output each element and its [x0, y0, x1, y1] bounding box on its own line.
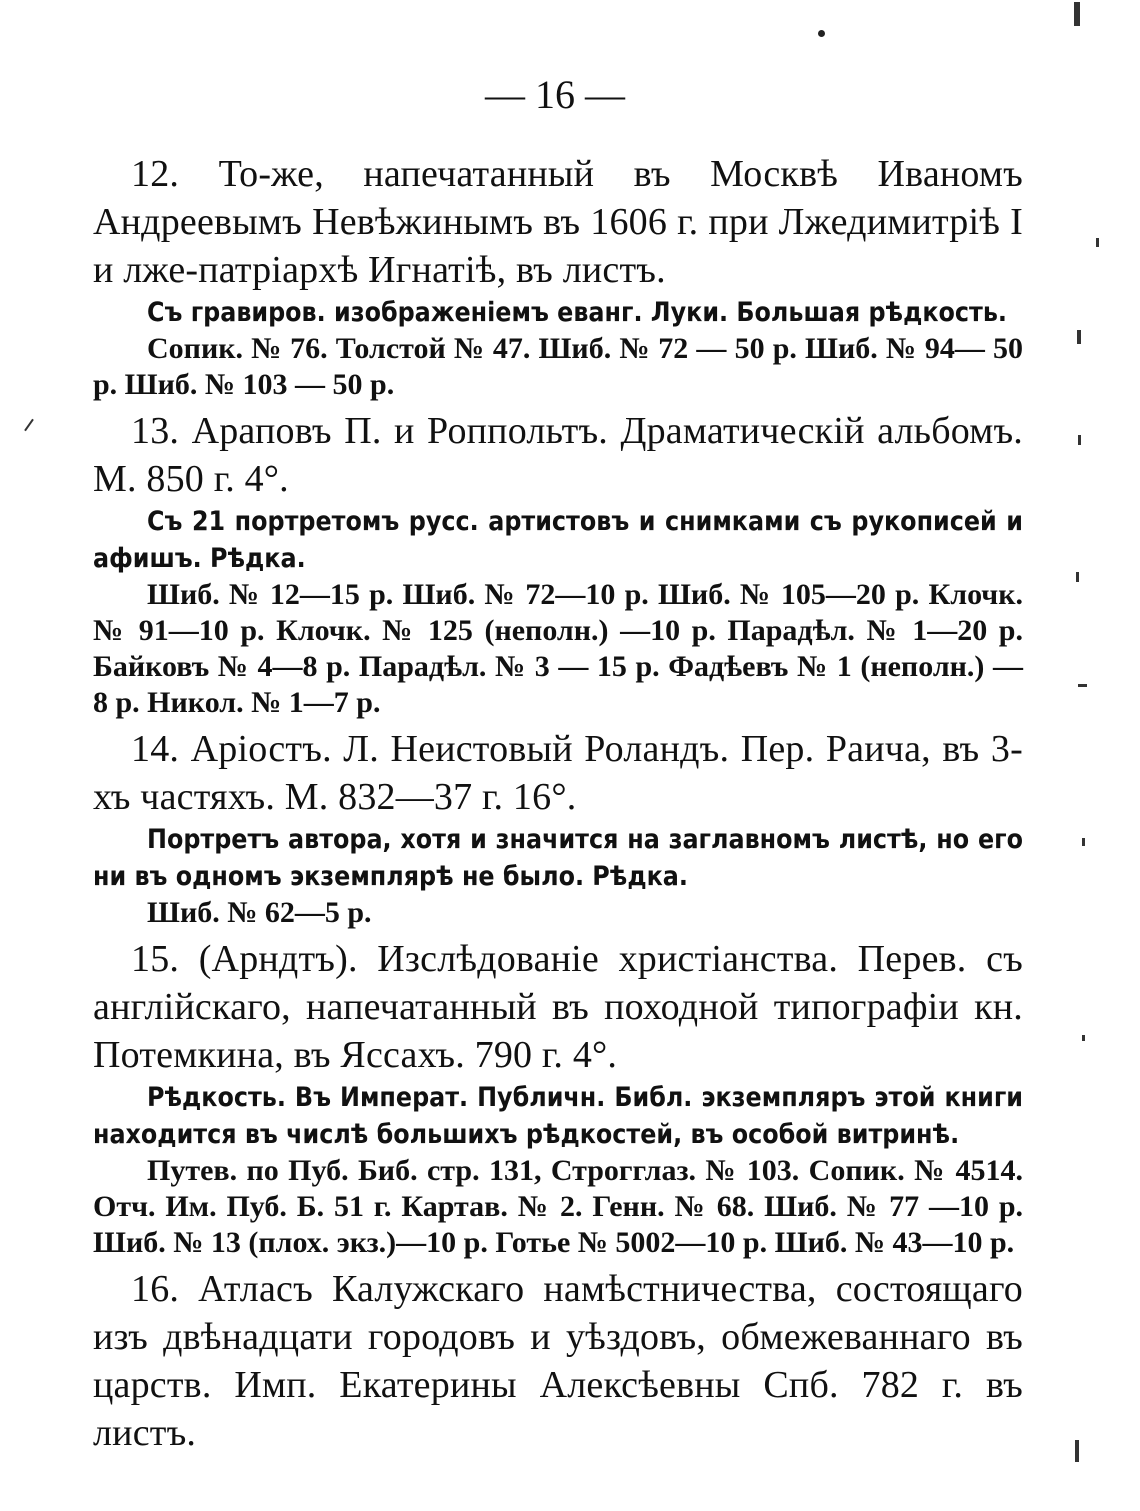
catalog-entry-14 [93, 725, 1023, 931]
entry-note: Рѣдкость. Въ Императ. Публичн. Библ. экземпляръ этой книги находится въ числѣ большихъ рѣдкостей, въ особой витринѣ. [93, 1082, 1023, 1150]
entry-title: 12. То-же, напечатанный въ Москвѣ Иваномъ Андреевымъ Невѣжинымъ въ 1606 г. при Лжедимитріѣ I и лже-патріархѣ Игнатіѣ, въ листъ. [93, 153, 1023, 291]
catalog-entry-15 [93, 935, 1023, 1261]
scan-mark [1078, 435, 1081, 445]
scan-mark [1082, 838, 1085, 846]
entry-note: Съ 21 портретомъ русс. артистовъ и снимками съ рукописей и афишъ. Рѣдка. [93, 506, 1023, 574]
catalog-entry-12 [93, 150, 1023, 403]
entry-references: Путев. по Пуб. Биб. стр. 131, Строгглаз. № 103. Сопик. № 4514. Отч. Им. Пуб. Б. 51 г. Картав. № 2. Генн. № 68. Шиб. № 77 —10 р. Шиб. № 13 (плох. экз.)—10 р. Готье № 5002—10 р. Шиб. № 43—10 р. [93, 1154, 1023, 1259]
catalog-entry-16 [93, 1265, 1023, 1457]
entry-title: 16. Атласъ Калужскаго намѣстничества, состоящаго изъ двѣнадцати городовъ и уѣздовъ, обмежеваннаго въ царств. Имп. Екатерины Алексѣевны Спб. 782 г. въ листъ. [93, 1268, 1023, 1454]
scan-mark [1082, 1035, 1085, 1041]
entry-title: 15. (Арндтъ). Изслѣдованіе христіанства. Перев. съ англійскаго, напечатанный въ походной типографіи кн. Потемкина, въ Яссахъ. 790 г. 4°. [93, 938, 1023, 1076]
catalog-entry-13 [93, 407, 1023, 721]
scan-mark [1096, 238, 1099, 247]
scan-mark [1077, 330, 1081, 344]
entry-note: Съ гравиров. изображеніемъ еванг. Луки. Большая рѣдкость. [147, 297, 1007, 328]
entry-title: 14. Аріостъ. Л. Неистовый Роландъ. Пер. Раича, въ 3-хъ частяхъ. М. 832—37 г. 16°. [93, 728, 1023, 818]
scan-mark [1076, 572, 1079, 582]
scan-mark [1078, 684, 1087, 687]
scan-speck [818, 30, 825, 37]
text-column [93, 150, 1023, 1461]
entry-references: Шиб. № 12—15 р. Шиб. № 72—10 р. Шиб. № 105—20 р. Клочк. № 91—10 р. Клочк. № 125 (неполн.) —10 р. Парадѣл. № 1—20 р. Байковъ № 4—8 р. Парадѣл. № 3 — 15 р. Фадѣевъ № 1 (неполн.) — 8 р. Никол. № 1—7 р. [93, 578, 1023, 719]
page-number: — 16 — [485, 72, 625, 117]
scan-mark [1075, 1440, 1079, 1462]
entry-note: Портретъ автора, хотя и значится на заглавномъ листѣ, но его ни въ одномъ экземплярѣ не было. Рѣдка. [93, 824, 1023, 892]
entry-references: Шиб. № 62—5 р. [147, 896, 372, 929]
entry-title: 13. Араповъ П. и Роппольтъ. Драматическій альбомъ. М. 850 г. 4°. [93, 410, 1023, 500]
entry-references: Сопик. № 76. Толстой № 47. Шиб. № 72 — 50 р. Шиб. № 94— 50 р. Шиб. № 103 — 50 р. [93, 332, 1023, 401]
scan-mark [1074, 2, 1080, 26]
scan-mark [24, 419, 34, 432]
